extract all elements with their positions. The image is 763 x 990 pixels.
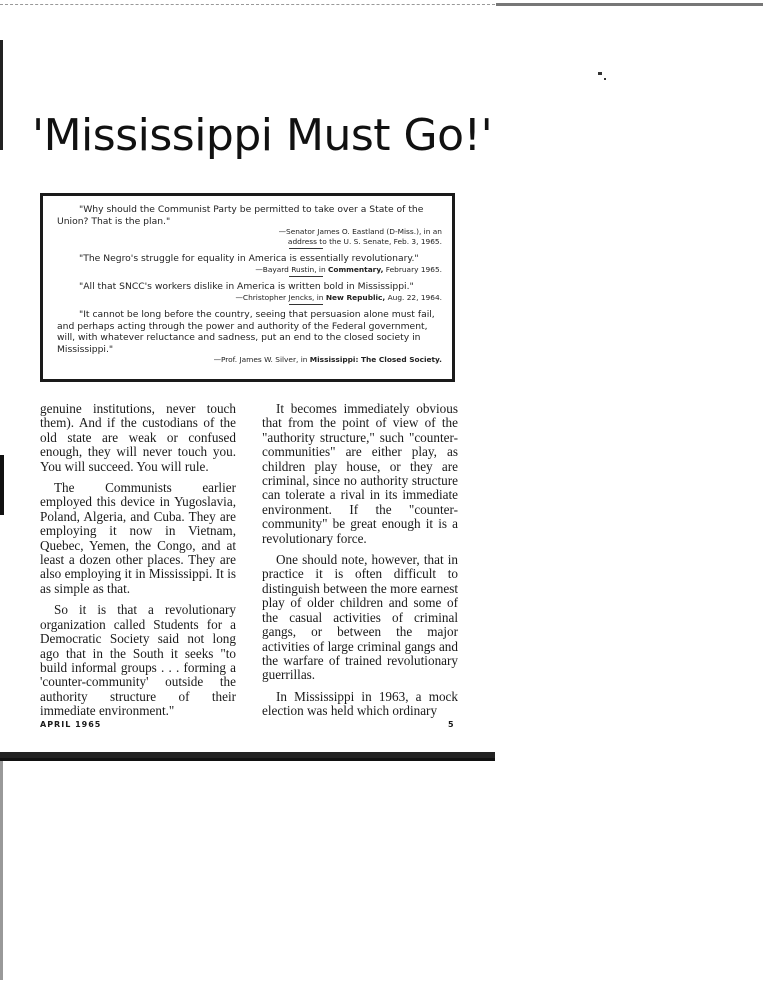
scan-edge-left-mark — [0, 455, 4, 515]
quote-separator — [289, 276, 323, 277]
issue-date: APRIL 1965 — [40, 720, 102, 729]
quote-separator — [289, 248, 323, 249]
body-paragraph: In Mississippi in 1963, a mock election was held which ordinary — [262, 688, 458, 719]
scan-edge-top — [0, 4, 495, 5]
quote-text: "The Negro's struggle for equality in America is essentially revolutionary." — [79, 253, 419, 264]
quote-text: "It cannot be long before the country, seeing that persuasion alone must fail, and perhaps acting through the power and authority of the Federal government, will, with whatever reluctance and sadness, put an end to the closed society in Mississippi." — [57, 309, 435, 355]
quote-attribution: —Bayard Rustin, in Commentary, February 1965. — [255, 264, 442, 274]
body-paragraph: genuine institutions, never touch them). And if the custodians of the old state are weak or confused enough, they will never touch you. You will succeed. You will rule. — [40, 401, 236, 474]
quote-separator — [289, 304, 323, 305]
body-paragraph: One should note, however, that in practice it is often difficult to distinguish between the more earnest play of older children and some of the casual activities of criminal gangs, or between the major activities of large criminal gangs and the warfare of trained revolutionary guerrillas. — [262, 552, 458, 683]
scan-speck — [604, 78, 606, 80]
body-paragraph: It becomes immediately obvious that from the point of view of the "authority structure," such "counter-communities" are either play, as children play house, or they are criminal, since no authority structure can tolerate a rival in its immediate environment. If the "counter-community" be great enough it is a revolutionary force. — [262, 401, 458, 546]
page-title: 'Mississippi Must Go!' — [32, 110, 493, 161]
scan-edge-top-right — [496, 3, 763, 6]
page-number: 5 — [448, 720, 454, 729]
body-column-left — [40, 402, 236, 726]
body-paragraph: So it is that a revolutionary organization called Students for a Democratic Society said not long ago that in the South it seeks "to build informal groups . . . forming a 'counter-community' outside the authority structure of their immediate environment." — [40, 602, 236, 719]
quote-text: "Why should the Communist Party be permitted to take over a State of the Union? That is the plan." — [57, 204, 424, 227]
scan-edge-left — [0, 40, 3, 150]
quote-text: "All that SNCC's workers dislike in America is written bold in Mississippi." — [79, 281, 414, 292]
scan-edge-bottom — [0, 752, 495, 774]
body-column-right — [262, 402, 458, 726]
body-paragraph: The Communists earlier employed this device in Yugoslavia, Poland, Algeria, and Cuba. They are employing it now in Vietnam, Quebec, Yemen, the Congo, and at least a dozen other places. They are also employing it in Mississippi. It is as simple as that. — [40, 480, 236, 596]
quote-attribution: —Christopher Jencks, in New Republic, Aug. 22, 1964. — [235, 292, 442, 302]
quote-attribution: —Prof. James W. Silver, in Mississippi: The Closed Society. — [213, 355, 442, 364]
quote-box — [40, 193, 455, 382]
scan-edge-left-lower — [0, 760, 3, 980]
quote-attribution: —Senator James O. Eastland (D-Miss.), in an address to the U. S. Senate, Feb. 3, 1965. — [278, 227, 442, 246]
scan-speck — [598, 72, 602, 75]
